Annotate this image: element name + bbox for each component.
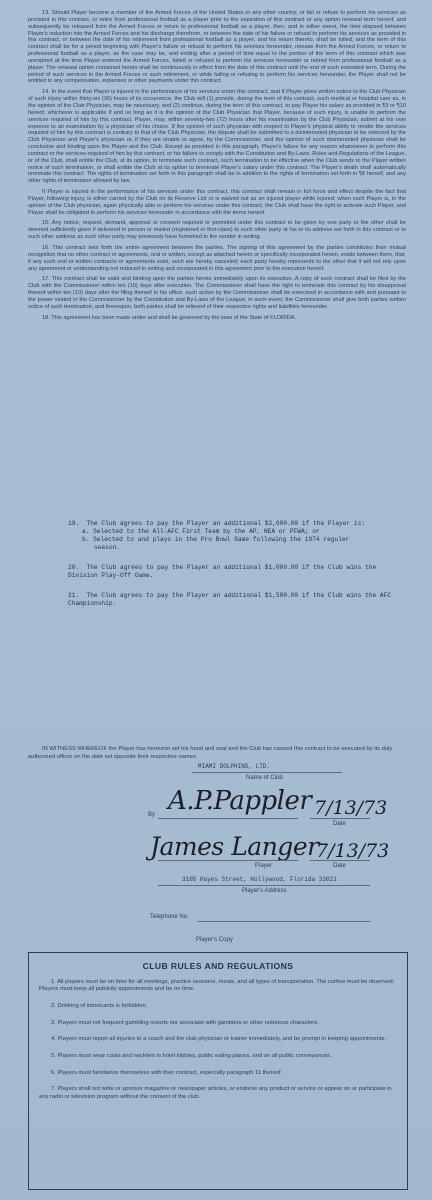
paragraph-19-a: a. Selected to the All-AFC First Team by the AP, NEA or PFWA; or	[82, 528, 320, 535]
club-signature: A.P.Pappler	[168, 786, 312, 816]
paragraph-17: 17. This contract shall be valid and binding upon the parties hereto immediately upon its execution. A copy of such contract shall be filed by the Club with the Commissioner within ten (10) days after execution. The Commissioner shall have the right to terminate this contract by his disapproval thereof within ten (10) days after the filing thereof in his office; such action by the Commissioner shall be exercised in accordance with and pursuant to the power vested in the Commissioner by the Constitution and By-Laws of the League; in such event, the Commissioner shall give both parties written notice of such termination, and thereupon, both parties shall be relieved of their respective rights and liabilities hereunder.	[28, 276, 406, 310]
club-name-line	[192, 772, 342, 773]
player-address-label: Player's Address	[242, 888, 287, 894]
by-label: By	[148, 812, 156, 818]
club-signature-line	[158, 818, 298, 819]
paragraph-19: 19. The Club agrees to pay the Player an additional $2,000.00 if the Player is:	[68, 520, 366, 527]
rule-item: 5. Players must wear coats and neckties in hotel lobbies, public eating places, and on all public conveyances.	[51, 1053, 332, 1060]
paragraph-18: 18. This agreement has been made under and shall be governed by the laws of the State of FLORIDA.	[42, 314, 296, 321]
player-label: Player	[255, 863, 273, 869]
club-rules-list	[39, 979, 397, 1110]
telephone-label: Telephone No.	[150, 914, 189, 920]
paragraph-16: 16. This contract sets forth the entire agreement between the parties. The signing of this agreement by the parties constitutes their mutual recognition that no other contract or agreements, oral or written, except as attached hereto or specifically incorporated herein, exists between them, that, if any such oral or written contracts or agreements exist, such are hereby canceled; each party hereby represents to the other that it will not rely upon any agreement or understanding not reduced to writing and incorporated in this agreement prior to the execution hereof.	[28, 245, 406, 272]
paragraph-20: 20. The Club agrees to pay the Player an additional $1,000.00 if the Club wins the Division Play-Off Game.	[68, 564, 380, 579]
club-rules-box	[28, 952, 408, 1190]
player-signature-date: 7/13/73	[316, 840, 390, 862]
rule-item: 2. Drinking of intoxicants is forbidden.	[51, 1002, 148, 1009]
name-of-club-label: Name of Club	[246, 775, 283, 781]
paragraph-13: 13. Should Player become a member of the Armed Forces of the United States or any other country, or fail or refuse to perform his services as provided in this contract, or retire from professional football as a player prior to the expiration of this contract or any option renewal term hereof, and subsequently be released from the Armed Forces or return to professional football as a player, then, and in either event, the time elapsed between Player's induction into the Armed Forces and his discharge therefrom, or between the date of his failure or refusal to perform his services as provided in this contract, or between the date of his retirement from professional football as a player, and his return thereto, shall be tolled, and the term of this contract shall be for a period beginning with Player's failure or refusal to perform his services hereunder, release from the Armed Forces, or return to professional football as a player, as the case may be, and ending after a period of time equal to the portion of the term of this contract which was unexpired at the time Player entered the Armed Forces, failed or refused to perform his services hereunder or retired from professional football as a player. The renewal option contained herein shall be continuously in effect from the date of this contract until the end of such extended term. During the period of such services in the Armed Forces or such retirement, or while failing or refusing to perform his services hereunder, the Player shall not be entitled to any compensation, expenses or other payments under this contract.	[28, 10, 406, 85]
rule-item: 6. Players must familiarize themselves with their contract, especially paragraph 11 thereof.	[51, 1069, 283, 1076]
club-signature-date: 7/13/73	[314, 797, 388, 819]
date-label-player: Date	[333, 863, 346, 869]
paragraph-14-injury: If Player is injured in the performance of his services under this contract, this contract shall remain in full force and effect despite the fact that Player, following injury, is either carried by the Club on its Reserve List or is waived out as an injured player while injured; when such Player is, in the opinion of the Club physician, again physically able to perform his services under this contract, the Club shall have the right to activate such Player, and Player shall be obligated to perform his services hereunder in accordance with the terms hereof.	[28, 189, 406, 216]
club-date-line	[310, 818, 370, 819]
player-address-typed: 3105 Hayes Street, Hollywood, Florida 33021	[182, 876, 337, 883]
addendum-block	[36, 520, 408, 608]
club-name-typed: MIAMI DOLPHINS, LTD.	[198, 763, 271, 770]
paragraph-15: 15. Any notice, request, demand, approval or consent required or permitted under this contract to be given by one party to the other shall be deemed sufficiently given if delivered in person or mailed (registered or first-class) to such other party at his or its address set forth in this contract or to such other address as such other party may previously have furnished to the sender in writing.	[28, 220, 406, 241]
address-line	[158, 885, 370, 886]
rule-item: 7. Players shall not write or sponsor magazine or newspaper articles, or endorse any product or service or appear on or participate in any radio or television program without the consent of the club.	[39, 1086, 392, 1100]
player-date-line	[310, 860, 370, 861]
date-label-club: Date	[333, 821, 346, 827]
contract-body	[28, 10, 406, 325]
club-rules-title: CLUB RULES AND REGULATIONS	[142, 961, 294, 971]
paragraph-21: 21. The Club agrees to pay the Player an additional $1,500.00 if the Club wins the AFC Championship.	[68, 592, 395, 607]
rule-item: 3. Players must not frequent gambling resorts nor associate with gamblers or other notorious characters.	[51, 1019, 319, 1026]
telephone-line	[198, 921, 370, 922]
witness-clause: IN WITNESS WHEREOF the Player has hereunto set his hand and seal and the Club has caused this contract to be executed by its duly authorized officer on the date set opposite their respective names.	[28, 746, 393, 760]
paragraph-19-b: b. Selected to and plays in the Pro Bowl Game following the 1974 reguler	[82, 536, 350, 543]
rule-item: 4. Players must report all injuries to a coach and the club physician or trainer immediately, and be prompt in keeping appointments.	[51, 1036, 386, 1043]
player-signature: James Langer	[150, 832, 319, 861]
paragraph-14: 14. In the event that Player is injured in the performance of his services under this contract, and if Player gives written notice to the Club Physician of such injury within thirty-six (36) hours of its occurrence, the Club will (1) provide, during the term of this contract, such medical or hospital care as, in the opinion of the Club Physician, may be necessary, and (2) continue, during the term of this contract, to pay Player his salary as provided in ¶3 or ¶10 hereof, whichever is applicable if and so long as it is the opinion of the Club Physician that Player, because of such injury, is unable to perform the services required of him by this contract. Player, may, within seventy-two (72) hours after his examination by the Club Physician, submit at his own expense to an examination by a physician of his choice. If the opinion of such physician with respect to Player's physical ability to render the services required of him by this contract is contrary to that of the Club Physician, the dispute shall be submitted to a disinterested physician to be selected by the Club Physician and Player's physician or, if they are unable to agree, by the Commissioner, and the opinion of such disinterested physician shall be conclusive and binding upon the Player and the Club. Except as provided in this paragraph, Player's failure for any reason whatsoever to perform this contract or the services required of him by this contract, or his failure to comply with the Constitution and By-Laws, Rules and Regulations of the League, or of the Club, shall entitle the Club, at its option, to terminate such contract, such termination to be effective when the Club sends to the Player written notice of such termination, or shall entitle the Club at its option to terminate Player's salary under this contract. The Player's death shall automatically terminate this contract. The rights of termination set forth in this paragraph shall be in addition to the rights of termination set forth in ¶8 hereof, and any other rights of termination allowed by law.	[28, 89, 406, 185]
player-signature-line	[158, 860, 298, 861]
rule-item: 1. All players must be on time for all meetings, practice sessions, meals, and all types of transportation. The curfew must be observed. Players must keep all publicity appointments and be on time.	[39, 979, 395, 993]
players-copy-label: Player's Copy	[196, 937, 233, 943]
paragraph-19-b-cont: season.	[94, 544, 120, 551]
